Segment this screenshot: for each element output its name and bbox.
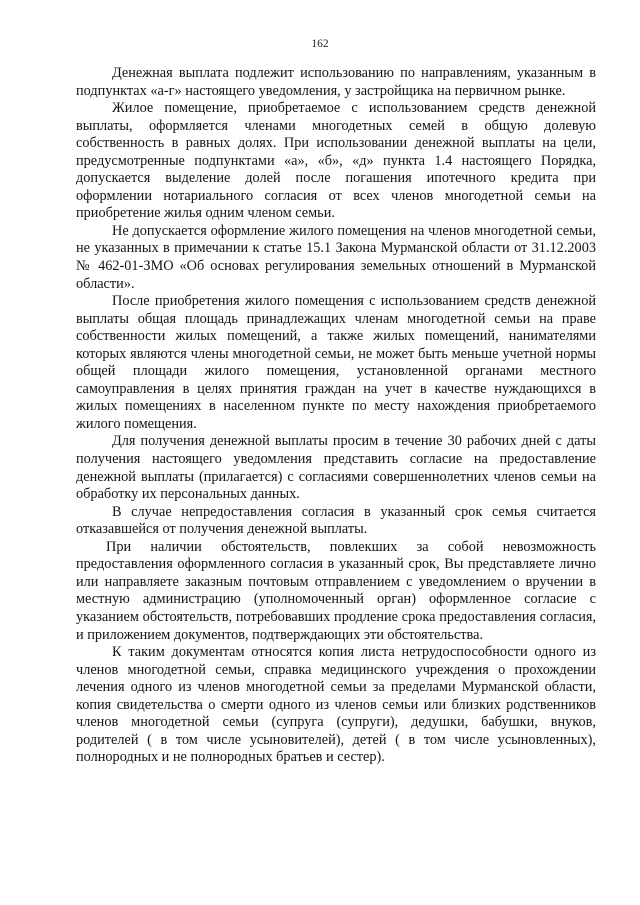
paragraph-registration-restriction: Не допускается оформление жилого помещения на членов многодетной семьи, не указанных в примечании к статье 15.1 Закона Мурманской области от 31.12.2003 № 462-01-ЗМО «Об основах регулирования земельных отношений в Мурманской области». xyxy=(76,222,596,292)
paragraph-supporting-documents: К таким документам относятся копия листа нетрудоспособности одного из членов многодетной семьи, справка медицинского учреждения о прохождении лечения одного из членов многодетной семьи за пределами Мурманской области, копия свидетельства о смерти одного из членов семьи или близких родственников членов многодетной семьи (супруга (супруги), дедушки, бабушки, внуков, родителей ( в том числе усыновителей), детей ( в том числе усыновленных), полнородных и не полнородных братьев и сестер). xyxy=(76,644,596,766)
paragraph-consent-deadline: Для получения денежной выплаты просим в течение 30 рабочих дней с даты получения настоящего уведомления представить согласие на предоставление денежной выплаты (прилагается) с согласиями совершеннолетних членов семьи на обработку их персональных данных. xyxy=(76,433,596,503)
paragraph-living-area-norm: После приобретения жилого помещения с использованием средств денежной выплаты общая площадь принадлежащих членам многодетной семьи на праве собственности жилых помещений, а также жилых помещений, нанимателями которых являются члены многодетной семьи, не может быть меньше учетной нормы общей площади жилого помещения, установленной органами местного самоуправления в целях принятия граждан на учет в качестве нуждающихся в жилых помещениях в населенном пункте по месту нахождения приобретаемого жилого помещения. xyxy=(76,293,596,432)
paragraph-circumstances: При наличии обстоятельств, повлекших за собой невозможность предоставления оформленного согласия в указанный срок, Вы представляете лично или направляете заказным почтовым отправлением с уведомлением о вручении в местную администрацию (уполномоченный орган) оформленное согласие с указанием обстоятельств, потребовавших продление срока предоставления согласия, и приложением документов, подтверждающих эти обстоятельства. xyxy=(76,538,596,643)
paragraph-shared-ownership: Жилое помещение, приобретаемое с использованием средств денежной выплаты, оформляется членами многодетных семей в общую долевую собственность в равных долях. При использовании денежной выплаты на цели, предусмотренные подпунктами «а», «б», «д» пункта 1.4 настоящего Порядка, допускается выделение долей после погашения ипотечного кредита при оформлении нотариального согласия от всех членов многодетной семьи на приобретение жилья одним членом семьи. xyxy=(76,100,596,222)
document-body xyxy=(76,65,596,767)
paragraph-refusal: В случае непредоставления согласия в указанный срок семья считается отказавшейся от получения денежной выплаты. xyxy=(76,503,596,538)
paragraph-payment-usage: Денежная выплата подлежит использованию по направлениям, указанным в подпунктах «а-г» настоящего уведомления, у застройщика на первичном рынке. xyxy=(76,65,596,99)
page-number: 162 xyxy=(311,38,329,50)
